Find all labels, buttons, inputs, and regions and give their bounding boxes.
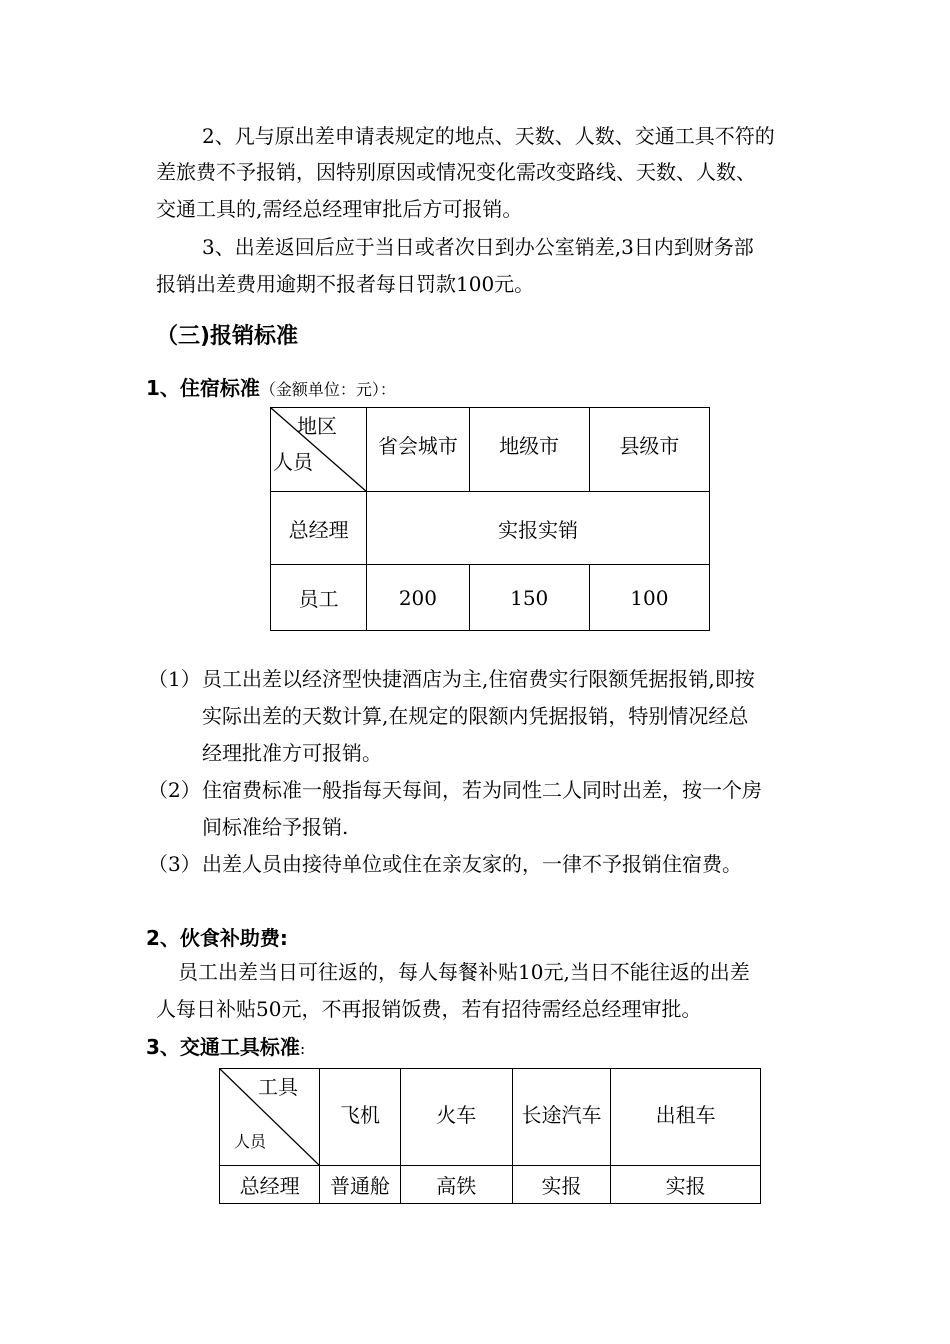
item3-line2: 报销出差费用逾期不报者每日罚款100元。 [156, 272, 535, 296]
row-label: 总经理 [220, 1166, 320, 1204]
table-cell: 实报 [512, 1166, 610, 1204]
table-cell: 200 [367, 565, 469, 631]
col-header: 省会城市 [367, 408, 469, 492]
col-header: 地级市 [469, 408, 589, 492]
lodging-heading-note: （金额单位：元）： [259, 380, 396, 399]
lodging-table [270, 407, 710, 631]
item2-line3: 交通工具的,需经总经理审批后方可报销。 [156, 197, 523, 221]
item3-line1: 3、出差返回后应于当日或者次日到办公室销差,3日内到财务部 [202, 235, 754, 259]
transport-heading-suffix: : [299, 1039, 306, 1058]
meals-line2: 人每日补贴50元，不再报销饭费，若有招待需经总经理审批。 [156, 997, 702, 1021]
col-header: 飞机 [320, 1069, 400, 1166]
note-number: （2） [148, 778, 201, 802]
section-title: （三)报销标准 [156, 324, 299, 349]
lodging-heading-text: 1、住宿标准 [146, 376, 260, 400]
table-cell: 实报 [611, 1166, 761, 1204]
corner-top-label: 地区 [297, 414, 337, 438]
merged-cell: 实报实销 [367, 492, 710, 565]
corner-top-label: 工具 [258, 1075, 298, 1099]
table-row [220, 1166, 761, 1204]
item2-line1: 2、凡与原出差申请表规定的地点、天数、人数、交通工具不符的 [202, 124, 775, 148]
col-header: 县级市 [589, 408, 709, 492]
note-line: 实际出差的天数计算,在规定的限额内凭据报销，特别情况经总 [202, 704, 749, 728]
lodging-corner-cell [271, 408, 367, 492]
corner-bottom-label: 人员 [273, 450, 313, 474]
row-label: 员工 [271, 565, 367, 631]
table-cell: 150 [469, 565, 589, 631]
meals-heading: 2、伙食补助费: [146, 926, 288, 950]
note-line: 经理批准方可报销。 [202, 741, 382, 765]
transport-heading [146, 1031, 305, 1060]
lodging-header-row [271, 408, 710, 492]
transport-corner-cell [220, 1069, 320, 1166]
transport-table [219, 1068, 761, 1204]
col-header: 出租车 [611, 1069, 761, 1166]
table-row [271, 565, 710, 631]
row-label: 总经理 [271, 492, 367, 565]
table-cell: 100 [589, 565, 709, 631]
transport-header-row [220, 1069, 761, 1166]
transport-heading-text: 3、交通工具标准 [146, 1035, 300, 1059]
col-header: 火车 [400, 1069, 512, 1166]
note-line: 出差人员由接待单位或住在亲友家的，一律不予报销住宿费。 [202, 852, 742, 876]
lodging-heading [146, 372, 396, 401]
col-header: 长途汽车 [512, 1069, 610, 1166]
note-line: 住宿费标准一般指每天每间，若为同性二人同时出差，按一个房 [202, 778, 762, 802]
note-line: 间标准给予报销. [202, 815, 349, 839]
item2-line2: 差旅费不予报销，因特别原因或情况变化需改变路线、天数、人数、 [156, 160, 756, 184]
table-cell: 高铁 [400, 1166, 512, 1204]
note-line: 员工出差以经济型快捷酒店为主,住宿费实行限额凭据报销,即按 [202, 667, 755, 691]
table-row [271, 492, 710, 565]
note-number: （3） [148, 852, 201, 876]
meals-line1: 员工出差当日可往返的，每人每餐补贴10元,当日不能往返的出差 [178, 960, 750, 984]
corner-bottom-label: 人员 [234, 1132, 267, 1151]
table-cell: 普通舱 [320, 1166, 400, 1204]
note-number: （1） [148, 667, 201, 691]
